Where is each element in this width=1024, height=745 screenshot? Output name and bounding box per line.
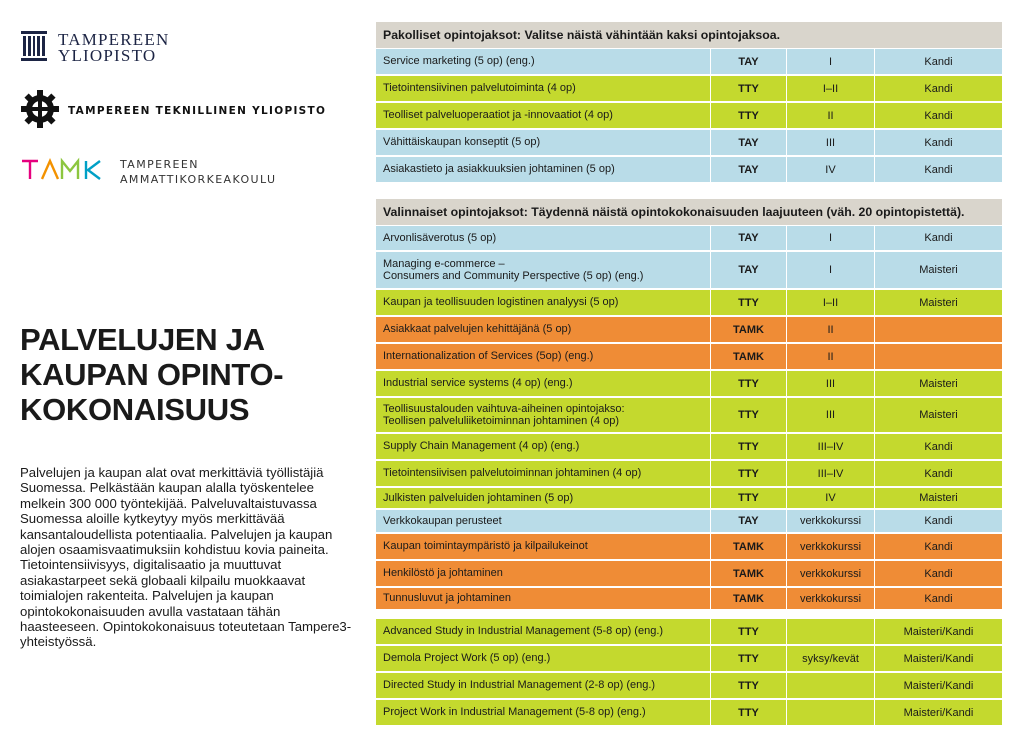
course-row [376,700,1002,727]
course-organization: TAY [710,130,786,155]
course-period: verkkokurssi [786,588,874,609]
course-row [376,157,1002,184]
course-level: Maisteri [874,371,1002,396]
course-level: Kandi [874,561,1002,586]
course-level: Maisteri [874,488,1002,508]
tamk-wordmark-icon [20,157,110,188]
optional-course-list [376,226,1002,611]
tamk-name-line2: AMMATTIKORKEAKOULU [120,173,277,186]
logo-area [20,28,350,190]
course-name: Supply Chain Management (4 op) (eng.) [383,440,580,453]
tut-logo [20,90,350,132]
course-row [376,646,1002,673]
extra-course-list [376,619,1002,727]
course-row [376,588,1002,611]
course-organization: TTY [710,398,786,432]
course-level: Kandi [874,49,1002,74]
tut-name: TAMPEREEN TEKNILLINEN YLIOPISTO [68,105,327,117]
course-row [376,434,1002,461]
course-period: syksy/kevät [786,646,874,671]
course-row [376,461,1002,488]
course-organization: TTY [710,673,786,698]
course-row [376,49,1002,76]
course-row [376,317,1002,344]
optional-heading: Valinnaiset opintojaksot: Täydennä näistä opintokokonaisuuden laajuuteen (väh. 20 opintopistettä). [376,199,1002,226]
course-organization: TTY [710,103,786,128]
course-row [376,290,1002,317]
course-row [376,103,1002,130]
course-period: II [786,103,874,128]
course-name: Service marketing (5 op) (eng.) [383,55,535,68]
course-period [786,700,874,725]
course-level: Kandi [874,461,1002,486]
course-row [376,344,1002,371]
course-period: I [786,226,874,250]
course-period: III [786,130,874,155]
course-period: I [786,49,874,74]
course-name: Advanced Study in Industrial Management (5-8 op) (eng.) [383,625,664,638]
course-period: III–IV [786,461,874,486]
course-name: Internationalization of Services (5op) (eng.) [383,350,594,363]
course-level: Maisteri/Kandi [874,646,1002,671]
course-period: II [786,317,874,342]
course-organization: TAY [710,252,786,288]
uta-logo [20,28,350,68]
course-period [786,619,874,644]
course-period: IV [786,488,874,508]
course-organization: TAY [710,510,786,532]
uta-name-line2: YLIOPISTO [58,46,157,65]
course-level: Kandi [874,226,1002,250]
course-period: III [786,371,874,396]
course-organization: TAY [710,157,786,182]
course-organization: TTY [710,488,786,508]
course-period [786,673,874,698]
course-level: Maisteri [874,290,1002,315]
course-name: Teollisuustalouden vaihtuva-aiheinen opintojakso: Teollisen palveluliiketoiminnan johtaminen (4 op) [383,402,625,427]
course-organization: TAMK [710,317,786,342]
course-organization: TTY [710,290,786,315]
course-level: Maisteri [874,398,1002,432]
course-organization: TTY [710,619,786,644]
course-row [376,488,1002,510]
course-name: Industrial service systems (4 op) (eng.) [383,377,573,390]
course-level: Maisteri [874,252,1002,288]
course-name: Directed Study in Industrial Management (2-8 op) (eng.) [383,679,656,692]
course-organization: TTY [710,371,786,396]
course-row [376,398,1002,434]
course-level: Kandi [874,588,1002,609]
course-row [376,371,1002,398]
course-level [874,344,1002,369]
mandatory-heading: Pakolliset opintojaksot: Valitse näistä vähintään kaksi opintojaksoa. [376,22,1002,49]
course-organization: TAMK [710,561,786,586]
course-organization: TTY [710,434,786,459]
course-name: Vähittäiskaupan konseptit (5 op) [383,136,541,149]
course-row [376,252,1002,290]
course-organization: TAMK [710,588,786,609]
course-name: Tietointensiivinen palvelutoiminta (4 op) [383,82,576,95]
course-name: Kaupan toimintaympäristö ja kilpailukeinot [383,540,588,553]
course-level: Kandi [874,434,1002,459]
intro-paragraph: Palvelujen ja kaupan alat ovat merkittäviä työllistäjiä Suomessa. Pelkästään kaupan alalla työskentelee melkein 300 000 työntekijää. Palveluvaltaistuvassa Suomessa aloille kytkeytyy myös merkittävää kansantaloudellista potentiaalia. Palvelujen ja kaupan alojen osaamisvaatimuksiin kohdistuu kovia paineita. Tietointensiivisyys, digitalisaatio ja muuttuvat asiakastarpeet sekä globaali kilpailu muokkaavat toimialojen rakenteita. Palvelujen ja kaupan opintokokonaisuuden avulla vastataan tähän haasteeseen. Opintokokonaisuus toteutetaan Tampere3-yhteistyössä. [20,465,352,650]
uta-name-line1: TAMPEREEN [58,30,170,49]
course-level: Kandi [874,103,1002,128]
course-period: I–II [786,76,874,101]
course-name: Demola Project Work (5 op) (eng.) [383,652,551,665]
gear-icon [20,89,60,134]
course-name: Asiakkaat palvelujen kehittäjänä (5 op) [383,323,572,336]
course-period: III–IV [786,434,874,459]
course-level: Maisteri/Kandi [874,673,1002,698]
course-period: verkkokurssi [786,510,874,532]
course-name: Project Work in Industrial Management (5-8 op) (eng.) [383,706,646,719]
tamk-name-line1: TAMPEREEN [120,158,199,171]
mandatory-course-list [376,49,1002,184]
course-period: II [786,344,874,369]
course-period: I [786,252,874,288]
course-organization: TAY [710,49,786,74]
course-period: III [786,398,874,432]
course-level: Kandi [874,534,1002,559]
course-level [874,317,1002,342]
tamk-logo [20,154,350,190]
course-name: Kaupan ja teollisuuden logistinen analyysi (5 op) [383,296,619,309]
course-name: Tunnusluvut ja johtaminen [383,592,512,605]
course-level: Kandi [874,76,1002,101]
title-line-2: KAUPAN OPINTO- [20,357,284,392]
course-row [376,619,1002,646]
course-organization: TTY [710,461,786,486]
course-row [376,561,1002,588]
course-name: Henkilöstö ja johtaminen [383,567,503,580]
course-name: Julkisten palveluiden johtaminen (5 op) [383,491,574,504]
course-level: Kandi [874,157,1002,182]
course-organization: TTY [710,76,786,101]
course-level: Kandi [874,510,1002,532]
course-level: Maisteri/Kandi [874,619,1002,644]
course-name: Asiakastieto ja asiakkuuksien johtaminen (5 op) [383,163,615,176]
course-organization: TAMK [710,534,786,559]
course-period: I–II [786,290,874,315]
uta-column-icon [20,29,48,68]
course-organization: TAY [710,226,786,250]
course-row [376,673,1002,700]
course-period: IV [786,157,874,182]
page-title [20,322,340,427]
course-row [376,130,1002,157]
course-organization: TAMK [710,344,786,369]
course-name: Managing e-commerce – Consumers and Community Perspective (5 op) (eng.) [383,257,644,282]
course-row [376,534,1002,561]
title-line-3: KOKONAISUUS [20,392,250,427]
course-name: Arvonlisäverotus (5 op) [383,231,497,244]
course-name: Tietointensiivisen palvelutoiminnan johtaminen (4 op) [383,467,642,480]
course-row [376,510,1002,534]
course-tables [376,22,1002,727]
course-level: Maisteri/Kandi [874,700,1002,725]
course-organization: TTY [710,700,786,725]
course-organization: TTY [710,646,786,671]
course-period: verkkokurssi [786,561,874,586]
course-period: verkkokurssi [786,534,874,559]
course-level: Kandi [874,130,1002,155]
course-row [376,226,1002,252]
title-line-1: PALVELUJEN JA [20,322,265,357]
course-row [376,76,1002,103]
course-name: Verkkokaupan perusteet [383,514,502,527]
course-name: Teolliset palveluoperaatiot ja -innovaatiot (4 op) [383,109,613,122]
